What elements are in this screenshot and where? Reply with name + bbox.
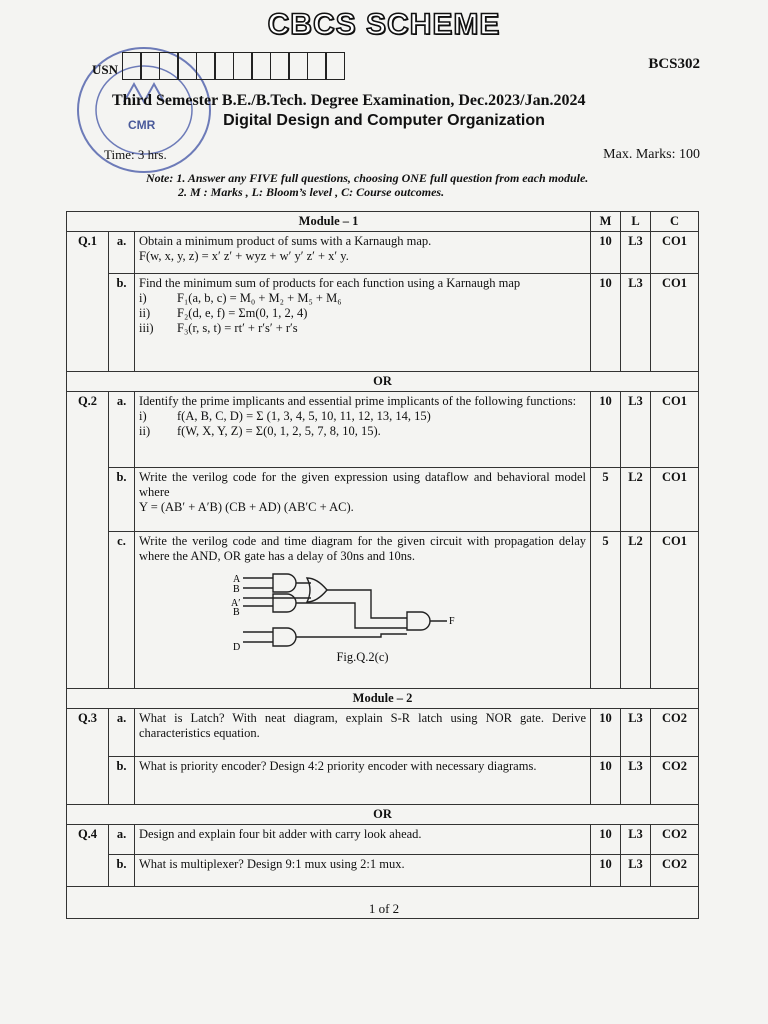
time-allowed: Time: 3 hrs. (104, 147, 167, 162)
figure-caption: Fig.Q.2(c) (336, 650, 389, 664)
marks: 5 (591, 468, 621, 532)
level: L3 (621, 855, 651, 887)
or-separator: OR (67, 372, 699, 392)
q2c-text: Write the verilog code and time diagram for the given circuit with propagation delay where the AND, OR gate has a delay of 30ns and 10ns. (139, 534, 587, 563)
note-line-1: Note: 1. Answer any FIVE full questions, choosing ONE full question from each module. (146, 171, 589, 185)
level: L3 (621, 709, 651, 757)
course-code: BCS302 (648, 56, 700, 72)
marks: 10 (591, 392, 621, 468)
question-text (135, 274, 591, 372)
input-b2-label: B (233, 607, 240, 618)
outcome: CO1 (651, 274, 699, 372)
subject-title: Digital Design and Computer Organization (223, 112, 545, 129)
part-label: c. (109, 532, 135, 689)
question-row (67, 709, 699, 757)
question-table (66, 211, 699, 919)
level: L3 (621, 825, 651, 855)
level: L2 (621, 468, 651, 532)
marks: 10 (591, 232, 621, 274)
or-row (67, 805, 699, 825)
seal-text: CMR (128, 118, 156, 132)
question-text (135, 532, 591, 689)
q1a-function: F(w, x, y, z) = x′ z′ + wyz + w′ y′ z′ + x′ y. (139, 249, 349, 263)
q3a-text: What is Latch? With neat diagram, explain S-R latch using NOR gate. Derive characteristics equation. (135, 709, 591, 757)
outcome: CO2 (651, 757, 699, 805)
part-label: b. (109, 468, 135, 532)
q3b-text: What is priority encoder? Design 4:2 priority encoder with necessary diagrams. (135, 757, 591, 805)
module-2-header-row (67, 689, 699, 709)
outcome: CO2 (651, 855, 699, 887)
outcome: CO1 (651, 468, 699, 532)
outcome: CO2 (651, 709, 699, 757)
question-number: Q.1 (67, 232, 109, 372)
q1a-text: Obtain a minimum product of sums with a Karnaugh map. (139, 234, 432, 248)
module-1-header-row (67, 212, 699, 232)
or-row (67, 372, 699, 392)
question-row (67, 232, 699, 274)
part-label: a. (109, 392, 135, 468)
question-row (67, 825, 699, 855)
marks-col-header: M (591, 212, 621, 232)
question-row (67, 468, 699, 532)
scheme-title: CBCS SCHEME (267, 8, 501, 41)
marks: 5 (591, 532, 621, 689)
outcome-col-header: C (651, 212, 699, 232)
page-number: 1 of 2 (368, 901, 400, 916)
module-1-heading: Module – 1 (67, 212, 591, 232)
question-text (135, 468, 591, 532)
question-text (135, 232, 591, 274)
module-2-heading: Module – 2 (67, 689, 699, 709)
level: L2 (621, 532, 651, 689)
circuit-diagram (231, 568, 491, 654)
q2b-text: Write the verilog code for the given expression using dataflow and behavioral model where (139, 470, 587, 499)
input-a-label: A (233, 574, 241, 585)
max-marks: Max. Marks: 100 (603, 147, 700, 162)
q2a-text: Identify the prime implicants and essential prime implicants of the following functions: (139, 394, 577, 408)
outcome: CO1 (651, 392, 699, 468)
level: L3 (621, 274, 651, 372)
level: L3 (621, 392, 651, 468)
question-number: Q.4 (67, 825, 109, 887)
input-d-label: D (233, 642, 241, 653)
part-label: b. (109, 757, 135, 805)
question-row (67, 392, 699, 468)
marks: 10 (591, 274, 621, 372)
question-row (67, 855, 699, 887)
note-line-2: 2. M : Marks , L: Bloom’s level , C: Course outcomes. (178, 185, 445, 199)
outcome: CO2 (651, 825, 699, 855)
level-col-header: L (621, 212, 651, 232)
q1b-item-i: i) F₁(a, b, c) = M₀ + M₂ + M₅ + M₆ (139, 291, 342, 305)
outcome: CO1 (651, 532, 699, 689)
or-separator: OR (67, 805, 699, 825)
part-label: b. (109, 274, 135, 372)
part-label: a. (109, 232, 135, 274)
q2a-item-ii: ii) f(W, X, Y, Z) = Σ(0, 1, 2, 5, 7, 8, 10, 15). (139, 424, 381, 438)
q4b-text: What is multiplexer? Design 9:1 mux using 2:1 mux. (135, 855, 591, 887)
marks: 10 (591, 709, 621, 757)
usn-boxes (123, 52, 345, 80)
marks: 10 (591, 825, 621, 855)
question-row (67, 757, 699, 805)
q1b-text: Find the minimum sum of products for each function using a Karnaugh map (139, 276, 521, 290)
q1b-item-ii: ii) F₂(d, e, f) = Σm(0, 1, 2, 4) (139, 306, 308, 320)
part-label: a. (109, 825, 135, 855)
part-label: a. (109, 709, 135, 757)
question-number: Q.3 (67, 709, 109, 805)
question-text (135, 392, 591, 468)
question-row (67, 274, 699, 372)
output-f-label: F (449, 616, 455, 627)
q1b-item-iii: iii) F₃(r, s, t) = rt′ + r′s′ + r′s (139, 321, 298, 335)
usn-label: USN (92, 62, 119, 77)
exam-title: Third Semester B.E./B.Tech. Degree Examination, Dec.2023/Jan.2024 (112, 92, 586, 109)
marks: 10 (591, 757, 621, 805)
level: L3 (621, 232, 651, 274)
question-number: Q.2 (67, 392, 109, 689)
q4a-text: Design and explain four bit adder with carry look ahead. (135, 825, 591, 855)
q2a-item-i: i) f(A, B, C, D) = Σ (1, 3, 4, 5, 10, 11, 12, 13, 14, 15) (139, 409, 431, 423)
q2b-expression: Y = (AB′ + A′B) (CB + AD) (AB′C + AC). (139, 500, 354, 514)
part-label: b. (109, 855, 135, 887)
input-a-bar-label: A′ (231, 598, 241, 609)
input-b-label: B (233, 584, 240, 595)
level: L3 (621, 757, 651, 805)
question-row (67, 532, 699, 689)
marks: 10 (591, 855, 621, 887)
outcome: CO1 (651, 232, 699, 274)
